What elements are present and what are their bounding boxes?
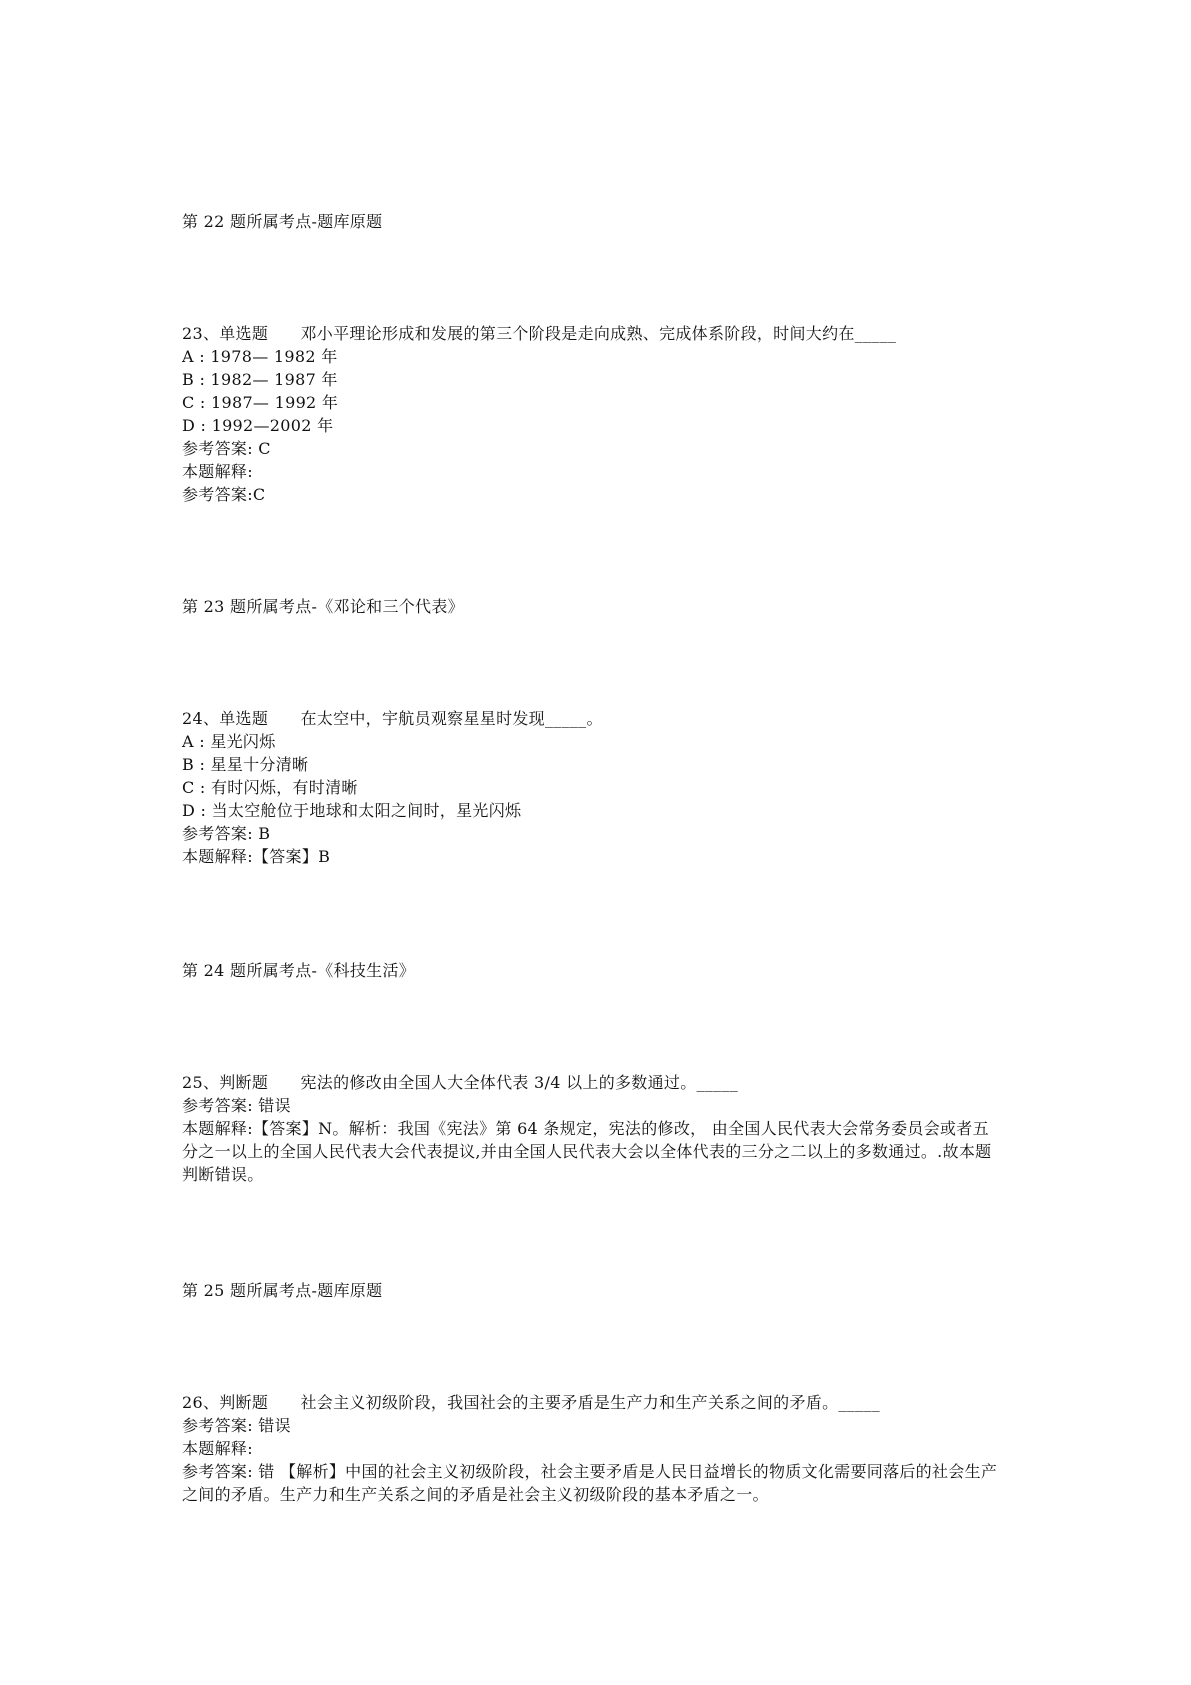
q23-option-a: A : 1978— 1982 年 bbox=[182, 347, 338, 366]
q24-stem: 24、单选题 在太空中，宇航员观察星星时发现_____。 bbox=[182, 709, 603, 728]
q23-answer-repeat: 参考答案:C bbox=[182, 485, 266, 504]
q23-option-c: C : 1987— 1992 年 bbox=[182, 393, 339, 412]
q23-option-d: D : 1992—2002 年 bbox=[182, 416, 334, 435]
q24-explain: 本题解释:【答案】B bbox=[182, 847, 331, 866]
q24-option-a: A : 星光闪烁 bbox=[182, 732, 276, 751]
q25-explain: 本题解释:【答案】N。解析：我国《宪法》第 64 条规定，宪法的修改， 由全国人民代表大会常务委员会或者五分之一以上的全国人民代表大会代表提议,并由全国人民代表大会以全体代表的三分之二以上的多数通过。.故本题判断错误。 bbox=[182, 1119, 992, 1184]
q24-option-d: D : 当太空舱位于地球和太阳之间时，星光闪烁 bbox=[182, 801, 522, 820]
q25-topic-footer: 第 25 题所属考点-题库原题 bbox=[182, 1281, 383, 1300]
q23-topic-footer: 第 23 题所属考点-《邓论和三个代表》 bbox=[182, 597, 464, 616]
q24-answer: 参考答案: B bbox=[182, 824, 271, 843]
q26-explain: 参考答案: 错 【解析】中国的社会主义初级阶段，社会主要矛盾是人民日益增长的物质文化需要同落后的社会生产之间的矛盾。生产力和生产关系之间的矛盾是社会主义初级阶段的基本矛盾之一。 bbox=[182, 1462, 998, 1504]
q23-explain-label: 本题解释: bbox=[182, 462, 253, 481]
q26-stem: 26、判断题 社会主义初级阶段，我国社会的主要矛盾是生产力和生产关系之间的矛盾。_____ bbox=[182, 1393, 880, 1412]
q26-answer: 参考答案: 错误 bbox=[182, 1416, 291, 1435]
q24-topic-footer: 第 24 题所属考点-《科技生活》 bbox=[182, 961, 416, 980]
q22-topic-footer: 第 22 题所属考点-题库原题 bbox=[182, 212, 383, 231]
q23-option-b: B : 1982— 1987 年 bbox=[182, 370, 338, 389]
q26-explain-label: 本题解释: bbox=[182, 1439, 253, 1458]
q23-stem: 23、单选题 邓小平理论形成和发展的第三个阶段是走向成熟、完成体系阶段，时间大约在_____ bbox=[182, 324, 897, 343]
q25-answer: 参考答案: 错误 bbox=[182, 1096, 291, 1115]
q23-answer: 参考答案: C bbox=[182, 439, 271, 458]
q25-stem: 25、判断题 宪法的修改由全国人大全体代表 3/4 以上的多数通过。_____ bbox=[182, 1073, 738, 1092]
q24-option-b: B : 星星十分清晰 bbox=[182, 755, 309, 774]
q24-option-c: C : 有时闪烁，有时清晰 bbox=[182, 778, 358, 797]
